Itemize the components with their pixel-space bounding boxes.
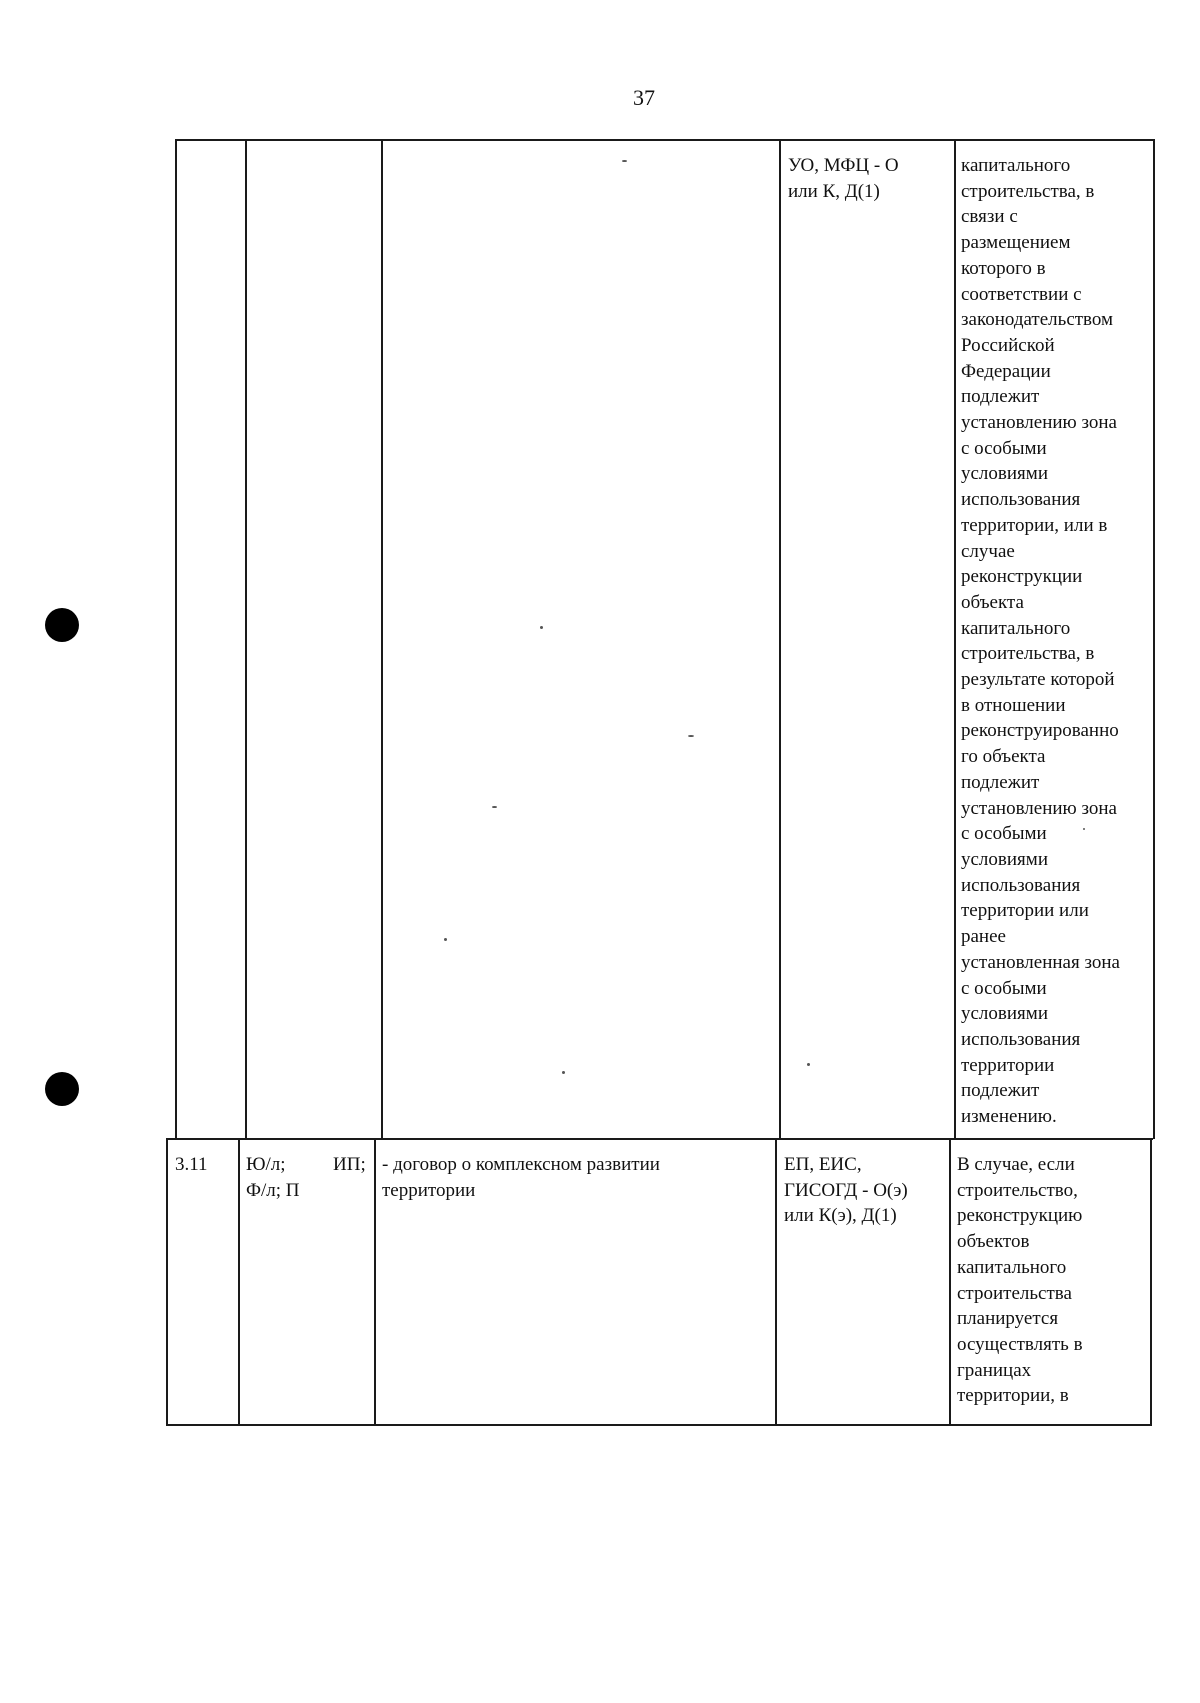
column-border <box>238 1138 240 1426</box>
scan-speck <box>688 735 694 737</box>
column-border <box>775 1138 777 1426</box>
scan-speck <box>1083 828 1085 830</box>
scan-speck <box>540 626 543 629</box>
cell-applicants-line2: Ф/л; П <box>246 1180 300 1201</box>
page-number: 37 <box>633 85 655 110</box>
column-border <box>779 139 781 1139</box>
table-top-border <box>175 139 1154 141</box>
column-border <box>954 139 956 1139</box>
scan-speck <box>444 938 447 941</box>
cell-method: УО, МФЦ - О или К, Д(1) <box>788 155 899 202</box>
cell-applicants-a: Ю/л; <box>246 1154 286 1175</box>
scan-speck <box>562 1071 565 1074</box>
row-divider <box>166 1138 1153 1140</box>
column-border <box>374 1138 376 1426</box>
cell-method: ЕП, ЕИС, ГИСОГД - О(э) или К(э), Д(1) <box>784 1154 908 1227</box>
column-border <box>1153 139 1155 1139</box>
scan-speck <box>622 160 627 162</box>
column-border <box>381 139 383 1139</box>
column-border <box>245 139 247 1139</box>
scan-speck <box>807 1063 810 1066</box>
column-border <box>949 1138 951 1426</box>
cell-notes: В случае, если строительство, реконструкцию объектов капитального строительства планируется осуществлять в границах территории, в <box>957 1154 1083 1407</box>
column-border <box>175 139 177 1139</box>
scan-speck <box>492 806 497 808</box>
column-border <box>1150 1138 1152 1426</box>
table-bottom-border <box>166 1424 1151 1426</box>
cell-notes: капитального строительства, в связи с размещением которого в соответствии с законодательством Российской Федерации подлежит установлению зона с особыми условиями использования территории, или в случае реконструкции объекта капитального строительства, в результате которой в отношении реконструированно го объекта подлежит установлению зона с особыми условиями использования территории или ранее установленная зона с особыми условиями использования территории подлежит изменению. <box>961 155 1120 1128</box>
cell-documents: - договор о комплексном развитии территории <box>382 1154 660 1201</box>
column-border <box>166 1138 168 1426</box>
cell-row-number: 3.11 <box>175 1154 208 1175</box>
cell-applicants-b: ИП; <box>333 1154 366 1175</box>
